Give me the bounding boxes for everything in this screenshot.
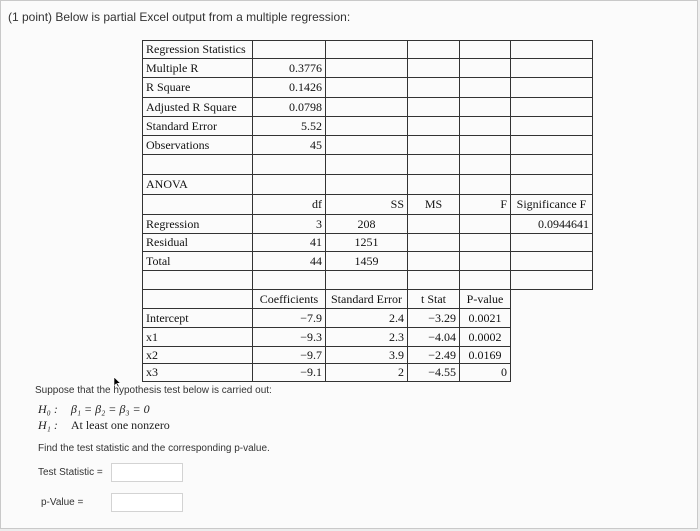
- regression-statistics-label: Standard Error: [142, 117, 253, 136]
- coef-p-value: 0: [460, 364, 511, 382]
- anova-ss: 1251: [326, 234, 408, 252]
- empty-cell: [460, 78, 511, 98]
- regression-statistics-label: Observations: [142, 136, 253, 155]
- anova-ss: 1459: [326, 252, 408, 271]
- regression-statistics-value: 45: [253, 136, 326, 155]
- null-hypothesis-expression: β₁ = β₂ = β₃ = 0: [70, 402, 150, 416]
- anova-row-label: Total: [142, 252, 253, 271]
- regression-statistics-value: 0.3776: [253, 59, 326, 78]
- empty-cell: [326, 175, 408, 195]
- coef-standard-error: 2.4: [326, 309, 408, 328]
- empty-cell: [326, 117, 408, 136]
- coef-row-label: x1: [142, 328, 253, 347]
- coef-value: −7.9: [253, 309, 326, 328]
- anova-col-ss: SS: [326, 195, 408, 215]
- empty-cell: [460, 234, 511, 252]
- regression-statistics-header: Regression Statistics: [142, 40, 253, 59]
- empty-cell: [142, 290, 253, 309]
- regression-statistics-value: 0.0798: [253, 98, 326, 117]
- null-hypothesis: [38, 402, 150, 417]
- empty-cell: [408, 78, 460, 98]
- empty-cell: [460, 175, 511, 195]
- empty-cell: [253, 40, 326, 59]
- empty-cell: [511, 155, 593, 175]
- p-value-label: p-Value =: [41, 497, 84, 508]
- coef-value: −9.1: [253, 364, 326, 382]
- coef-value: −9.3: [253, 328, 326, 347]
- empty-cell: [326, 155, 408, 175]
- coef-col-t-stat: t Stat: [408, 290, 460, 309]
- empty-cell: [326, 136, 408, 155]
- coef-t-stat: −4.04: [408, 328, 460, 347]
- empty-cell: [511, 117, 593, 136]
- coef-standard-error: 2.3: [326, 328, 408, 347]
- coef-standard-error: 2: [326, 364, 408, 382]
- anova-df: 41: [253, 234, 326, 252]
- coef-row-label: Intercept: [142, 309, 253, 328]
- empty-cell: [511, 98, 593, 117]
- empty-cell: [408, 136, 460, 155]
- empty-cell: [326, 271, 408, 290]
- empty-cell: [408, 234, 460, 252]
- anova-col-f: F: [460, 195, 511, 215]
- anova-header: ANOVA: [142, 175, 253, 195]
- p-value-input[interactable]: [111, 493, 183, 512]
- empty-cell: [253, 175, 326, 195]
- empty-cell: [511, 252, 593, 271]
- empty-cell: [253, 271, 326, 290]
- empty-cell: [460, 271, 511, 290]
- empty-cell: [326, 78, 408, 98]
- empty-cell: [326, 40, 408, 59]
- test-statistic-input[interactable]: [111, 463, 183, 482]
- coef-t-stat: −3.29: [408, 309, 460, 328]
- empty-cell: [460, 59, 511, 78]
- coef-col-standard-error: Standard Error: [326, 290, 408, 309]
- empty-cell: [460, 136, 511, 155]
- empty-cell: [460, 252, 511, 271]
- alternative-hypothesis-label: H₁ :: [38, 418, 58, 432]
- coef-col-p-value: P-value: [460, 290, 511, 309]
- anova-col-ms: MS: [408, 195, 460, 215]
- question-title: (1 point) Below is partial Excel output from a multiple regression:: [8, 10, 351, 24]
- coef-p-value: 0.0021: [460, 309, 511, 328]
- empty-cell: [326, 98, 408, 117]
- instruction-text: Find the test statistic and the corresponding p-value.: [38, 443, 270, 454]
- empty-cell: [511, 271, 593, 290]
- empty-cell: [408, 175, 460, 195]
- anova-ss: 208: [326, 215, 408, 234]
- coef-t-stat: −2.49: [408, 347, 460, 364]
- empty-cell: [460, 40, 511, 59]
- empty-cell: [326, 59, 408, 78]
- empty-cell: [142, 155, 253, 175]
- alternative-hypothesis: [38, 418, 170, 433]
- regression-statistics-label: Multiple R: [142, 59, 253, 78]
- empty-cell: [142, 271, 253, 290]
- empty-cell: [408, 271, 460, 290]
- empty-cell: [408, 155, 460, 175]
- empty-cell: [408, 215, 460, 234]
- anova-df: 3: [253, 215, 326, 234]
- empty-cell: [408, 40, 460, 59]
- empty-cell: [511, 136, 593, 155]
- coef-col-coefficients: Coefficients: [253, 290, 326, 309]
- empty-cell: [511, 175, 593, 195]
- coef-standard-error: 3.9: [326, 347, 408, 364]
- empty-cell: [408, 117, 460, 136]
- empty-cell: [408, 98, 460, 117]
- coef-p-value: 0.0169: [460, 347, 511, 364]
- empty-cell: [511, 78, 593, 98]
- coef-value: −9.7: [253, 347, 326, 364]
- coef-t-stat: −4.55: [408, 364, 460, 382]
- test-statistic-label: Test Statistic =: [38, 467, 103, 478]
- empty-cell: [460, 98, 511, 117]
- anova-row-label: Residual: [142, 234, 253, 252]
- anova-col-df: df: [253, 195, 326, 215]
- empty-cell: [460, 117, 511, 136]
- coef-row-label: x2: [142, 347, 253, 364]
- empty-cell: [511, 234, 593, 252]
- empty-cell: [511, 40, 593, 59]
- regression-statistics-label: R Square: [142, 78, 253, 98]
- empty-cell: [253, 155, 326, 175]
- anova-row-label: Regression: [142, 215, 253, 234]
- hypothesis-intro: Suppose that the hypothesis test below is carried out:: [35, 385, 272, 396]
- empty-cell: [511, 59, 593, 78]
- anova-significance-f: 0.0944641: [511, 215, 593, 234]
- empty-cell: [142, 195, 253, 215]
- empty-cell: [460, 155, 511, 175]
- empty-cell: [460, 215, 511, 234]
- coef-p-value: 0.0002: [460, 328, 511, 347]
- null-hypothesis-label: H₀ :: [38, 402, 58, 416]
- anova-df: 44: [253, 252, 326, 271]
- anova-col-significance-f: Significance F: [511, 195, 593, 215]
- regression-statistics-value: 5.52: [253, 117, 326, 136]
- alternative-hypothesis-text: At least one nonzero: [70, 418, 170, 432]
- regression-statistics-label: Adjusted R Square: [142, 98, 253, 117]
- empty-cell: [408, 59, 460, 78]
- regression-statistics-value: 0.1426: [253, 78, 326, 98]
- empty-cell: [408, 252, 460, 271]
- coef-row-label: x3: [142, 364, 253, 382]
